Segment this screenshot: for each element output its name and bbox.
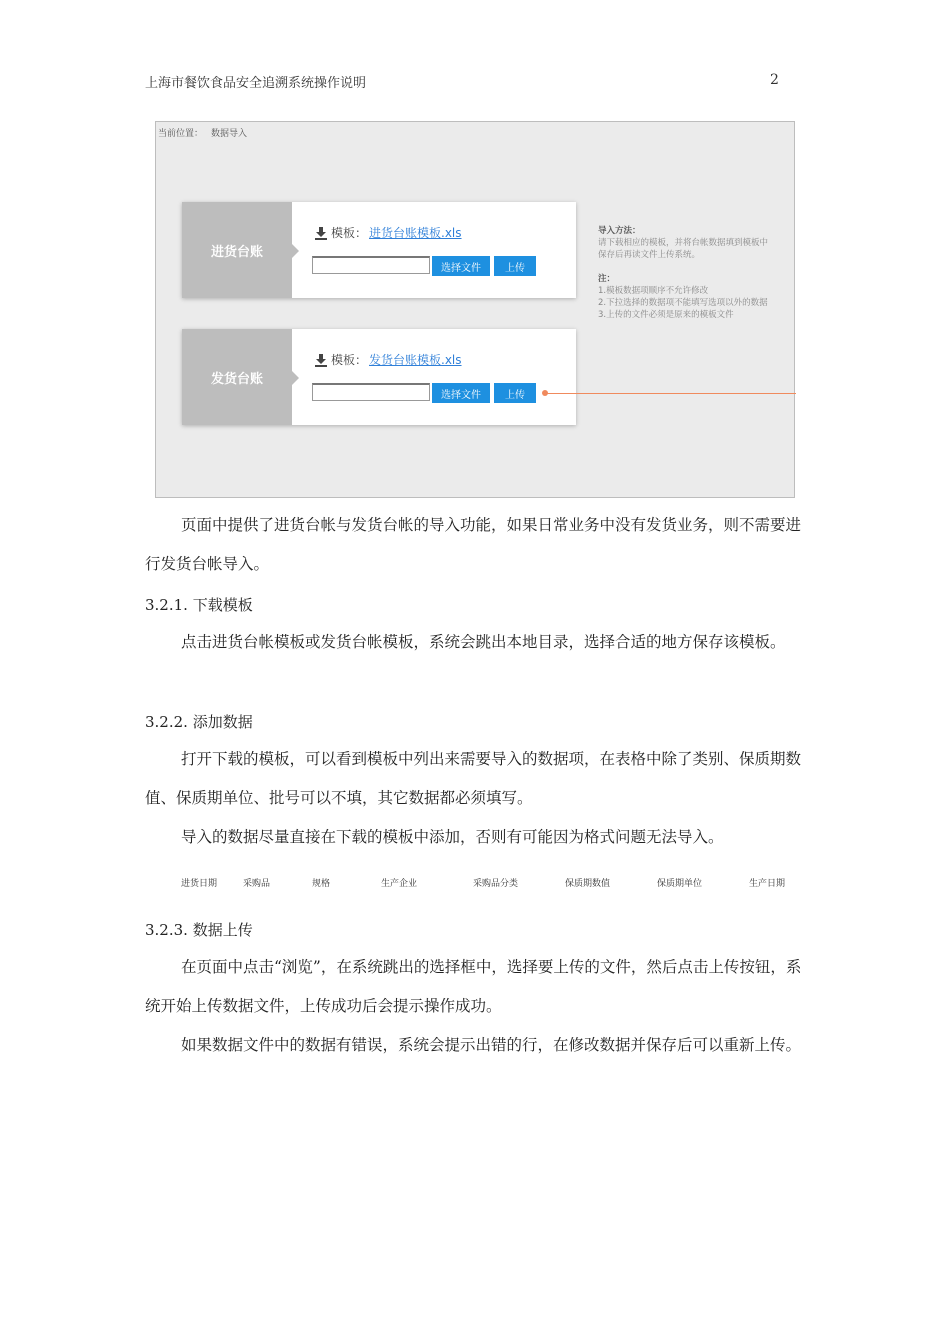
section-upload-data: 3.2.3. 数据上传 [145,921,253,939]
help-note-title: 注： [598,274,616,284]
column-header: 保质期数值 [565,879,611,889]
section-download-template: 3.2.1. 下载模板 [145,596,253,614]
paragraph-upload-errors: 如果数据文件中的数据有错误，系统会提示出错的行，在修改数据并保存后可以重新上传。 [181,1036,802,1054]
shipment-ledger-card [182,329,576,425]
column-header: 进货日期 [181,879,218,889]
column-header: 生产企业 [381,879,418,889]
column-header: 保质期单位 [657,879,703,889]
help-method-line: 请下载相应的模板，并将台帐数据填到模板中 [598,238,769,248]
help-note-line: 3.上传的文件必须是原来的模板文件 [598,310,734,320]
help-method-title: 导入方法： [598,226,641,236]
paragraph-add-data: 打开下载的模板，可以看到模板中列出来需要导入的数据项，在表格中除了类别、保质期数值、保质期单位、批号可以不填，其它数据都必须填写。 [145,750,802,807]
shipment-upload-button[interactable]: 上传 [494,383,536,403]
purchase-choose-file-button[interactable]: 选择文件 [432,256,490,276]
purchase-file-input[interactable] [312,256,430,274]
help-note-line: 1.模板数据项顺序不允许修改 [598,286,709,296]
shipment-template-line [314,351,462,368]
purchase-upload-button[interactable]: 上传 [494,256,536,276]
template-columns-row [0,876,950,890]
column-header: 生产日期 [749,879,786,889]
shipment-choose-file-button[interactable]: 选择文件 [432,383,490,403]
breadcrumb [158,126,255,139]
paragraph-upload: 在页面中点击“浏览”，在系统跳出的选择框中，选择要上传的文件，然后点击上传按钮，系统开始上传数据文件，上传成功后会提示操作成功。 [145,958,802,1015]
paragraph-download: 点击进货台帐模板或发货台帐模板，系统会跳出本地目录，选择合适的地方保存该模板。 [181,633,786,651]
paragraph-intro: 页面中提供了进货台帐与发货台帐的导入功能，如果日常业务中没有发货业务，则不需要进行发货台帐导入。 [145,516,802,573]
annotation-line [546,393,796,394]
column-header: 采购品 [243,879,271,889]
help-method-line: 保存后再读文件上传系统。 [598,250,701,260]
column-header: 规格 [312,879,331,889]
breadcrumb-label: 当前位置： [158,129,204,139]
paragraph-add-data-note: 导入的数据尽量直接在下载的模板中添加，否则有可能因为格式问题无法导入。 [181,828,724,846]
breadcrumb-current: 数据导入 [211,129,248,139]
template-label: 模板： [331,226,368,240]
purchase-ledger-card [182,202,576,298]
page-number: 2 [770,72,779,88]
download-icon [314,226,328,240]
template-label: 模板： [331,353,368,367]
import-page-screenshot [155,121,795,498]
section-add-data: 3.2.2. 添加数据 [145,713,253,731]
column-header: 采购品分类 [473,879,519,889]
shipment-template-link[interactable]: 发货台账模板.xls [369,353,462,367]
shipment-file-input[interactable] [312,383,430,401]
help-note-line: 2.下拉选择的数据项不能填写选项以外的数据 [598,298,768,308]
purchase-ledger-label: 进货台账 [182,202,292,298]
purchase-template-line [314,224,462,241]
shipment-ledger-label: 发货台账 [182,329,292,425]
purchase-template-link[interactable]: 进货台账模板.xls [369,226,462,240]
page-header-title: 上海市餐饮食品安全追溯系统操作说明 [145,76,367,91]
import-help-text [598,225,798,321]
download-icon [314,353,328,367]
